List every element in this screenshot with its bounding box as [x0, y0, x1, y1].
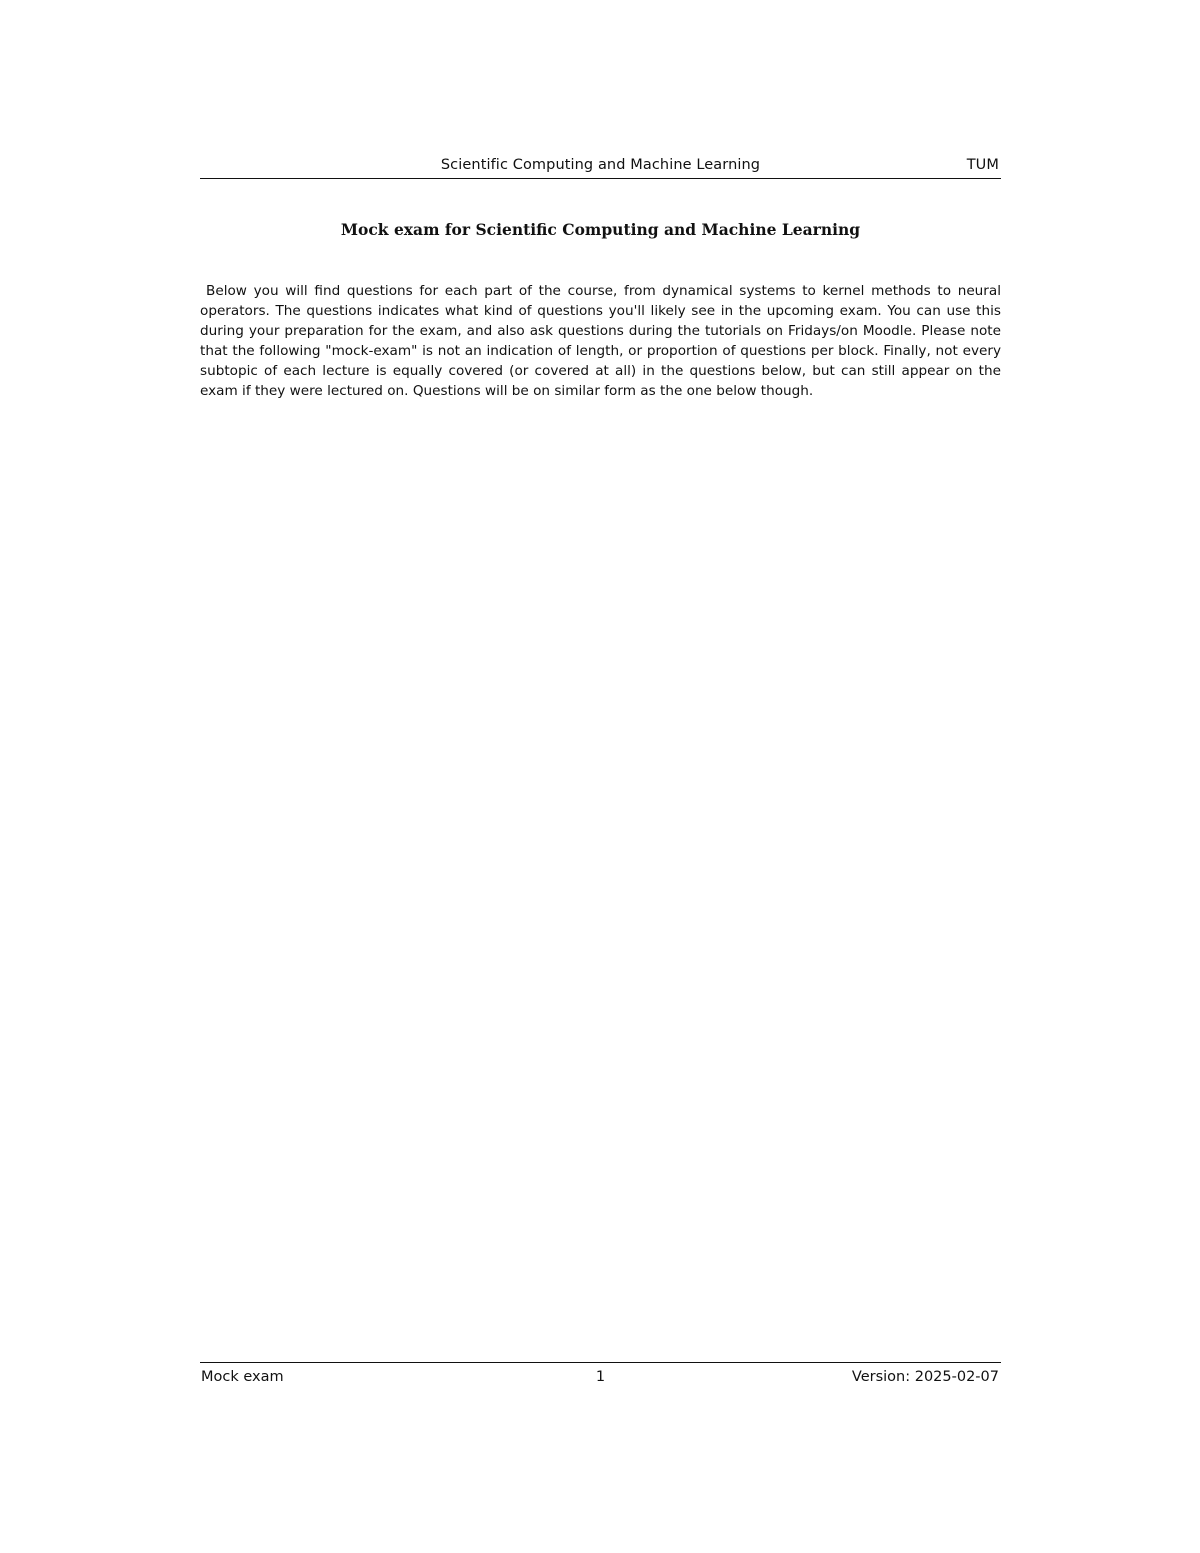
- document-title: Mock exam for Scientific Computing and Machine Learning: [340, 220, 861, 239]
- footer-version: Version: 2025-02-07: [851, 1369, 999, 1385]
- intro-paragraph: Below you will find questions for each part of the course, from dynamical systems to kernel methods to neural operators. The questions indicates what kind of questions you'll likely see in the upcoming exam. You can use this during your preparation for the exam, and also ask questions during the tutorials on Fridays/on Moodle. Please note that the following "mock-exam" is not an indication of length, or proportion of questions per block. Finally, not every subtopic of each lecture is equally covered (or covered at all) in the questions below, but can still appear on the exam if they were lectured on. Questions will be on similar form as the one below though.: [200, 283, 1001, 399]
- running-footer: [200, 1362, 1001, 1387]
- header-institution: TUM: [966, 157, 999, 173]
- footer-label: Mock exam: [201, 1369, 284, 1385]
- header-course-title: Scientific Computing and Machine Learning: [440, 157, 761, 173]
- footer-page-number: 1: [595, 1369, 606, 1385]
- running-header: [200, 156, 1001, 179]
